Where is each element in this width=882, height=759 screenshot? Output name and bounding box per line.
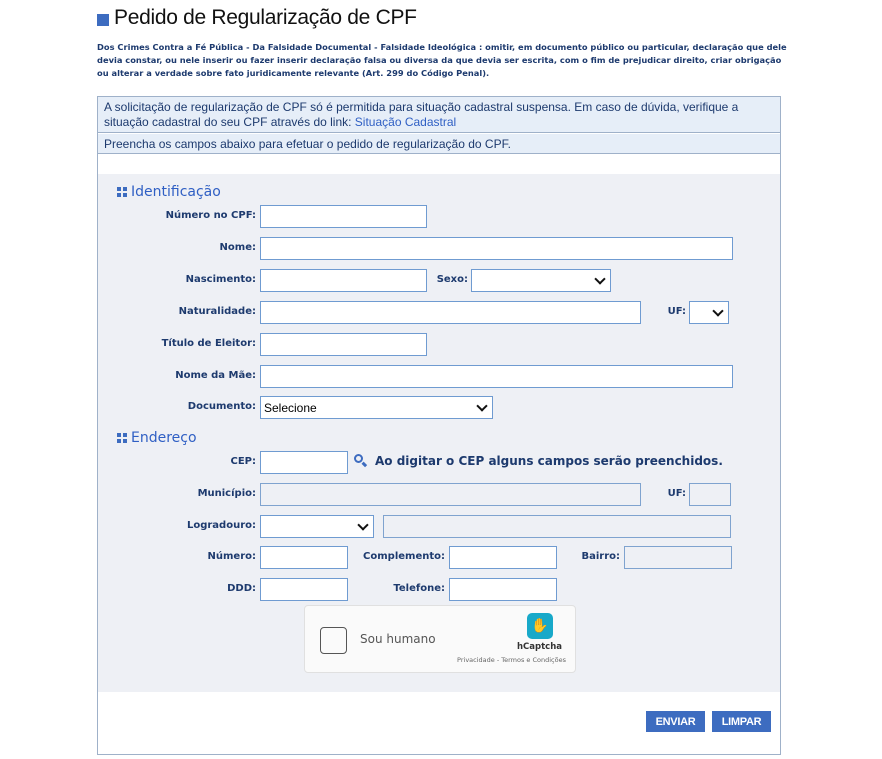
logradouro-label: Logradouro: xyxy=(186,520,256,531)
telefone-label: Telefone: xyxy=(393,583,445,594)
section-endereco xyxy=(117,430,197,446)
logradouro-type-select[interactable] xyxy=(260,515,374,538)
captcha-brand: hCaptcha xyxy=(517,642,562,652)
endereco-uf-input xyxy=(689,483,731,506)
limpar-button[interactable]: LIMPAR xyxy=(712,711,771,732)
complemento-input[interactable] xyxy=(449,546,557,569)
captcha-label: Sou humano xyxy=(360,632,436,646)
situacao-cadastral-link[interactable]: Situação Cadastral xyxy=(354,115,457,129)
cep-hint xyxy=(354,454,723,468)
enviar-button[interactable]: ENVIAR xyxy=(646,711,705,732)
ddd-label: DDD: xyxy=(227,583,256,594)
nome-mae-label: Nome da Mãe: xyxy=(175,370,256,381)
numero-label: Número: xyxy=(207,551,256,562)
naturalidade-input[interactable] xyxy=(260,301,641,324)
naturalidade-uf-label: UF: xyxy=(667,306,686,317)
complemento-label: Complemento: xyxy=(363,551,445,562)
chevron-down-icon xyxy=(594,273,605,284)
title-square-icon xyxy=(97,14,109,26)
documento-selected-value: Selecione xyxy=(264,400,317,415)
chevron-down-icon xyxy=(712,305,723,316)
nome-input[interactable] xyxy=(260,237,733,260)
numero-input[interactable] xyxy=(260,546,348,569)
page-title xyxy=(97,4,417,32)
section-title-endereco: Endereço xyxy=(131,430,197,446)
telefone-input[interactable] xyxy=(449,578,557,601)
notice-panel xyxy=(98,97,780,133)
section-identificacao xyxy=(117,184,221,200)
captcha-terms-link[interactable]: Privacidade - Termos e Condições xyxy=(457,656,566,664)
cpf-input[interactable] xyxy=(260,205,427,228)
sexo-label: Sexo: xyxy=(436,274,468,285)
cpf-label: Número no CPF: xyxy=(165,210,256,221)
nome-mae-input[interactable] xyxy=(260,365,733,388)
titulo-eleitor-input[interactable] xyxy=(260,333,427,356)
municipio-input xyxy=(260,483,641,506)
bairro-label: Bairro: xyxy=(581,551,620,562)
ddd-input[interactable] xyxy=(260,578,348,601)
notice-text: A solicitação de regularização de CPF só é permitida para situação cadastral suspensa. Em caso de dúvida, verifique a situação cadastral do seu CPF através do link: xyxy=(104,100,739,129)
section-title-identificacao: Identificação xyxy=(131,184,221,200)
captcha-checkbox[interactable] xyxy=(320,627,347,654)
documento-label: Documento: xyxy=(187,401,256,412)
naturalidade-label: Naturalidade: xyxy=(178,306,256,317)
grid-icon xyxy=(117,433,127,443)
chevron-down-icon xyxy=(476,400,487,411)
documento-select[interactable] xyxy=(260,396,493,419)
logradouro-input xyxy=(383,515,731,538)
cep-label: CEP: xyxy=(230,456,256,467)
endereco-uf-label: UF: xyxy=(667,488,686,499)
instruction-panel: Preencha os campos abaixo para efetuar o pedido de regularização do CPF. xyxy=(98,134,780,154)
form-container xyxy=(97,96,781,755)
nome-label: Nome: xyxy=(219,242,256,253)
naturalidade-uf-select[interactable] xyxy=(689,301,729,324)
nascimento-input[interactable] xyxy=(260,269,427,292)
form-area xyxy=(98,174,780,692)
cep-input[interactable] xyxy=(260,451,348,474)
bairro-input xyxy=(624,546,732,569)
nascimento-label: Nascimento: xyxy=(185,274,256,285)
hcaptcha-logo-icon: ✋ xyxy=(527,613,553,639)
page-title-text: Pedido de Regularização de CPF xyxy=(114,6,417,29)
hcaptcha-widget xyxy=(304,605,576,673)
chevron-down-icon xyxy=(357,519,368,530)
search-icon[interactable] xyxy=(354,454,368,468)
cep-hint-text: Ao digitar o CEP alguns campos serão preenchidos. xyxy=(375,454,723,468)
sexo-select[interactable] xyxy=(471,269,611,292)
titulo-eleitor-label: Título de Eleitor: xyxy=(161,338,256,349)
legal-warning: Dos Crimes Contra a Fé Pública - Da Falsidade Documental - Falsidade Ideológica : omitir, em documento público ou particular, declaração que dele devia constar, ou nele inserir ou fazer inserir declaração falsa ou diversa da que devia ser escrita, com o fim de prejudicar direito, criar obrigação ou alterar a verdade sobre fato juridicamente relevante (Art. 299 do Código Penal). xyxy=(97,42,787,78)
grid-icon xyxy=(117,187,127,197)
municipio-label: Município: xyxy=(197,488,256,499)
